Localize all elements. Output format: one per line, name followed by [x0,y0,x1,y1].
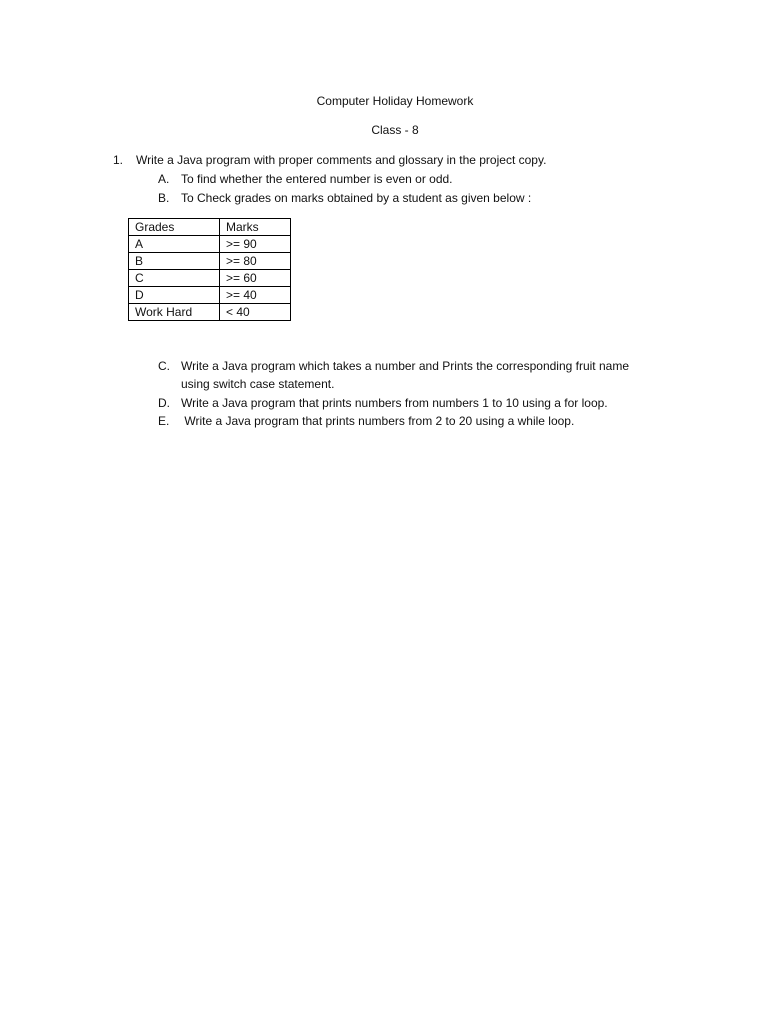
table-cell: >= 40 [220,287,291,304]
item-c-letter: C. [158,359,170,373]
document-subtitle: Class - 8 [371,123,419,137]
document-title: Computer Holiday Homework [316,94,474,108]
item-b-letter: B. [158,191,170,205]
table-header-cell: Grades [129,219,220,236]
table-cell: D [129,287,220,304]
table-row [129,270,291,287]
item-e-text: Write a Java program that prints numbers from 2 to 20 using a while loop. [181,414,575,428]
table-row [129,253,291,270]
item-e-letter: E. [158,414,170,428]
item-c-text: Write a Java program which takes a number and Prints the corresponding fruit name [181,359,629,373]
table-cell: C [129,270,220,287]
grades-table [128,218,291,321]
table-header-cell: Marks [220,219,291,236]
table-cell: >= 90 [220,236,291,253]
item-c-text-continued: using switch case statement. [181,377,335,391]
table-cell: >= 80 [220,253,291,270]
question-text: Write a Java program with proper comments and glossary in the project copy. [136,153,547,167]
table-cell: >= 60 [220,270,291,287]
table-row [129,236,291,253]
item-b-text: To Check grades on marks obtained by a student as given below : [181,191,532,205]
question-number: 1. [113,153,124,167]
item-a-text: To find whether the entered number is even or odd. [181,172,453,186]
table-header-row [129,219,291,236]
table-row [129,304,291,321]
table-row [129,287,291,304]
table-cell: B [129,253,220,270]
table-cell: A [129,236,220,253]
item-a-letter: A. [158,172,170,186]
table-cell: < 40 [220,304,291,321]
table-cell: Work Hard [129,304,220,321]
item-d-letter: D. [158,396,170,410]
item-d-text: Write a Java program that prints numbers from numbers 1 to 10 using a for loop. [181,396,608,410]
